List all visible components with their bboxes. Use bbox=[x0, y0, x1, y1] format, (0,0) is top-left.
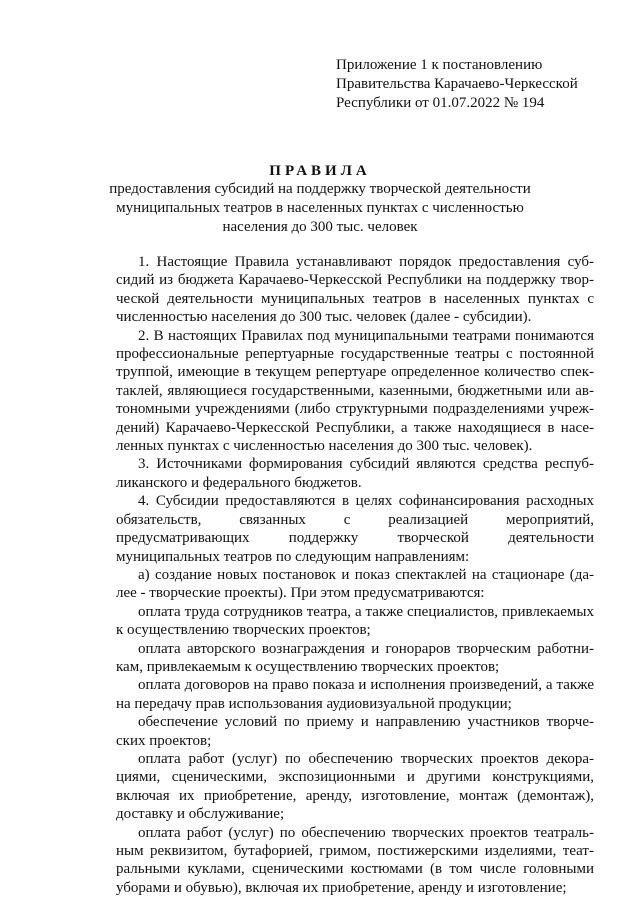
paragraph-1: 1. Настоящие Правила устанавливают порядок предоставления субсидий из бюджета Карачаево-Черкесской Республики на поддержку творческой деятельности муниципальных театров в населенных пунктах с численностью населения до 300 тыс. человек (далее - субсидии). bbox=[116, 254, 594, 326]
paragraph-participants: обеспечение условий по приему и направлению участников творческих проектов; bbox=[116, 714, 594, 749]
paragraph-4a: а) создание новых постановок и показ спектаклей на стационаре (далее - творческие проекты). При этом предусматриваются: bbox=[116, 566, 594, 602]
paragraph-2: 2. В настоящих Правилах под муниципальными театрами понимаются профессиональные репертуарные государственные театры с постоянной труппой, имеющие в текущем репертуаре определенное количество спектаклей, являющиеся государственными, казенными, бюджетными или автономными учреждениями (либо структурными подразделениями учреждений) Карачаево-Черкесской Республики, а также находящиеся в населенных пунктах с численностью населения до 300 тыс. человек). bbox=[116, 327, 594, 455]
appendix-header bbox=[336, 56, 578, 113]
paragraph-3: 3. Источниками формирования субсидий являются средства республиканского и федерального бюджетов. bbox=[116, 456, 594, 491]
appendix-line-2: Правительства Карачаево-Черкесской bbox=[336, 76, 578, 92]
document-body bbox=[116, 253, 594, 897]
paragraph-decorations: оплата работ (услуг) по обеспечению творческих проектов декорациями, сценическими, экспозиционными и другими конструкциями, включая их приобретение, аренду, изготовление, монтаж (демонтаж), доставку и обслуживание; bbox=[116, 750, 594, 823]
appendix-line-3: Республики от 01.07.2022 № 194 bbox=[336, 95, 545, 111]
paragraph-props-costumes: оплата работ (услуг) по обеспечению творческих проектов театральным реквизитом, бутафорией, гримом, постижерскими изделиями, театральными куклами, сценическими костюмами (в том числе головными уборами и обувью), включая их приобретение, аренду и изготовление; bbox=[116, 824, 594, 896]
appendix-line-1: Приложение 1 к постановлению bbox=[336, 57, 543, 73]
paragraph-rights-contracts: оплата договоров на право показа и исполнения произведений, а также на передачу прав использования аудиовизуальной продукции; bbox=[116, 677, 594, 712]
paragraph-4: 4. Субсидии предоставляются в целях софинансирования расходных обязательств, связанных с реализацией мероприятий, предусматривающих поддержку творческой деятельности муниципальных театров по следующим направлениям: bbox=[116, 493, 594, 565]
paragraph-author-fees: оплата авторского вознаграждения и гонораров творческим работникам, привлекаемым к осуществлению творческих проектов; bbox=[116, 640, 594, 675]
document-subtitle: предоставления субсидий на поддержку творческой деятельности муниципальных театров в населенных пунктах с численностью населения до 300 тыс. человек bbox=[109, 181, 531, 235]
document-title: ПРАВИЛА bbox=[269, 163, 371, 179]
paragraph-staff-pay: оплата труда сотрудников театра, а также специалистов, привлекаемых к осуществлению творческих проектов; bbox=[116, 603, 594, 639]
